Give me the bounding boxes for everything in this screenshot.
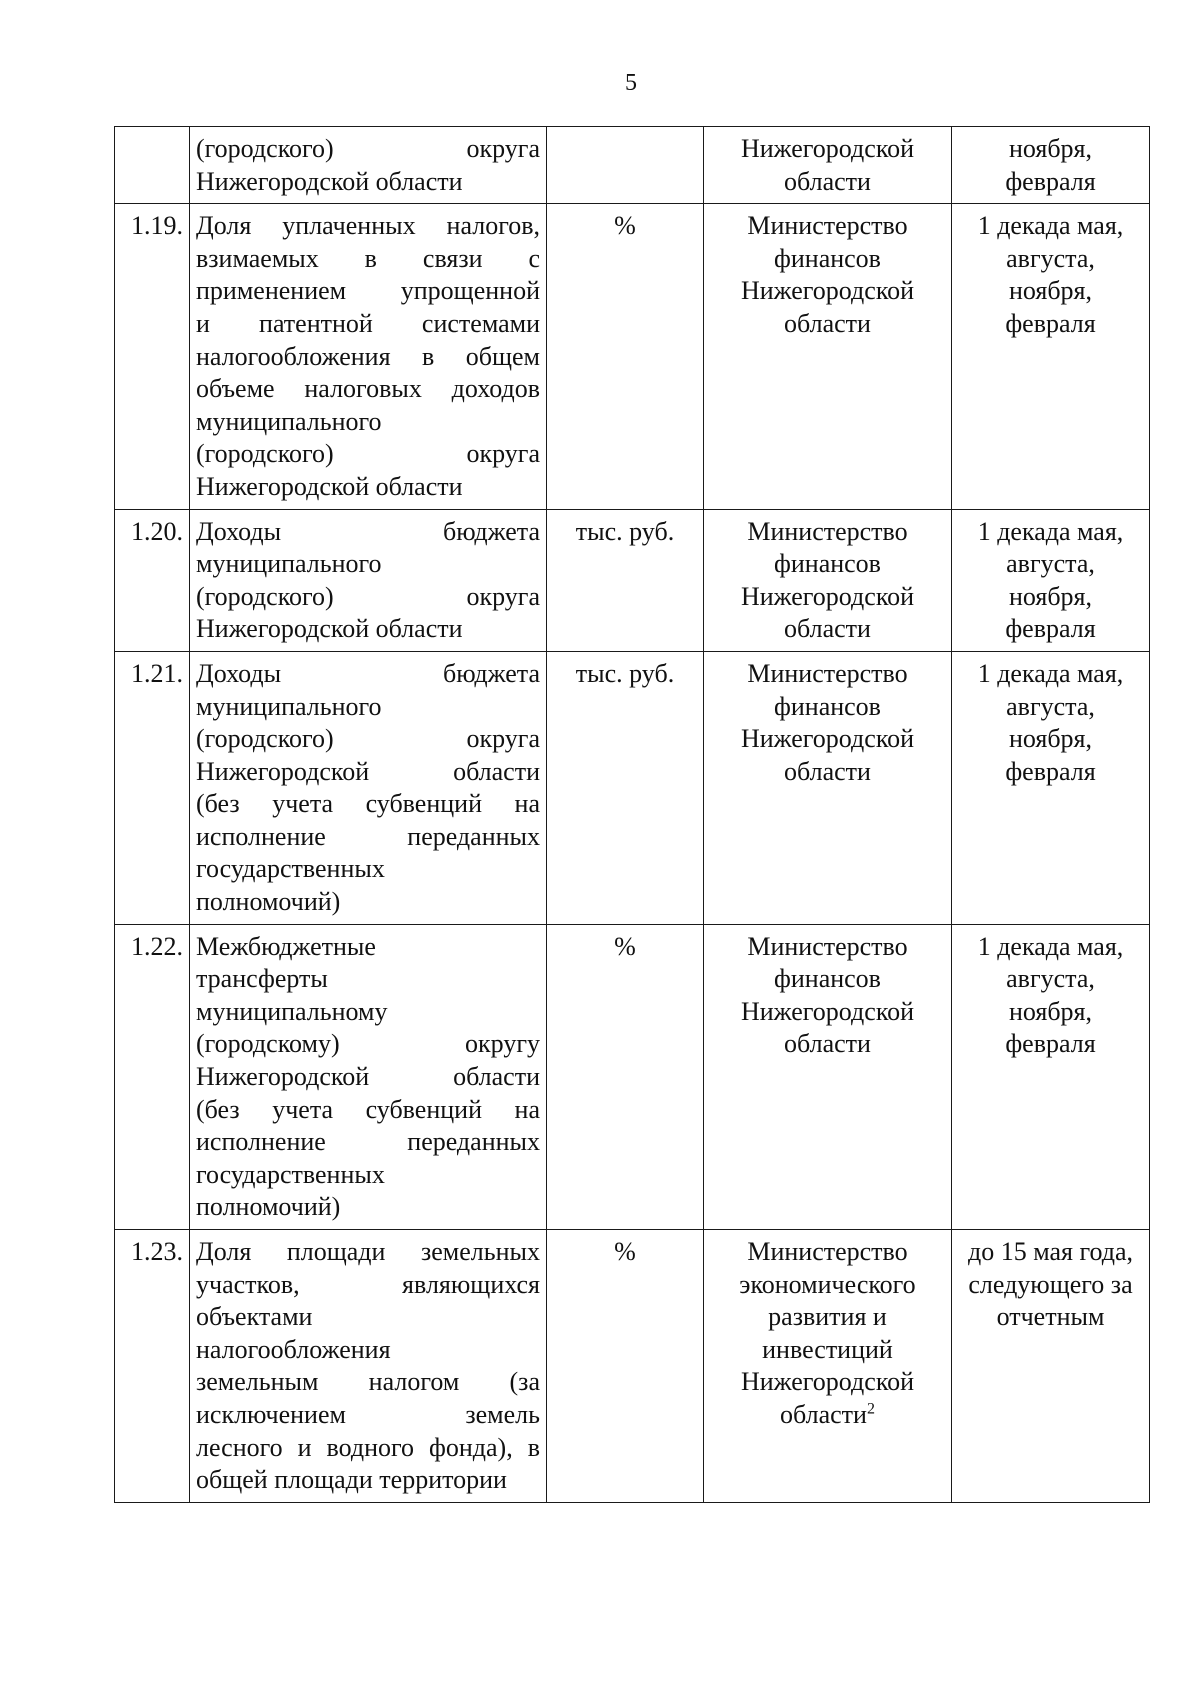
deadline-line: 1 декада мая,: [977, 211, 1124, 241]
deadline-line: 1 декада мая,: [977, 658, 1124, 688]
row-number-cell: [115, 127, 190, 204]
deadline-cell: [952, 1230, 1150, 1503]
source-line: экономического: [739, 1269, 916, 1299]
indicator-name-line: налогообложения: [196, 1334, 391, 1364]
indicator-name-line: лесного и водного фонда), в: [196, 1432, 540, 1462]
indicator-name-line: Доля площади земельных: [196, 1237, 540, 1266]
indicator-name-line: и патентной системами: [196, 308, 540, 338]
table-row: [115, 924, 1150, 1229]
source-line: Министерство: [747, 211, 908, 241]
unit-cell: %: [547, 924, 704, 1229]
source-line: Нижегородской: [740, 724, 915, 754]
source-line: области: [784, 308, 871, 338]
unit-cell: [547, 127, 704, 204]
table-row: [115, 1230, 1150, 1503]
deadline-cell: [952, 127, 1150, 204]
deadline-line: августа,: [1006, 691, 1095, 721]
source-line: финансов: [774, 243, 881, 273]
indicators-table: [114, 126, 1150, 1503]
indicator-name-line: исполнение переданных: [196, 1127, 540, 1157]
indicator-name-line: полномочий): [196, 887, 341, 917]
unit-cell: тыс. руб.: [547, 509, 704, 651]
deadline-line: 1 декада мая,: [977, 931, 1124, 961]
indicator-name-line: трансферты: [196, 964, 328, 994]
source-line: финансов: [774, 549, 881, 579]
indicator-name-line: (без учета субвенций на: [196, 789, 540, 819]
deadline-line: февраля: [1005, 1029, 1096, 1059]
table-row: [115, 127, 1150, 204]
indicator-name-line: (городского) округа: [196, 439, 540, 469]
deadline-line: ноября,: [1008, 276, 1093, 306]
row-number-cell: 1.19.: [115, 204, 190, 509]
source-line: области: [784, 756, 871, 786]
indicator-name-line: объектами: [196, 1302, 313, 1332]
indicator-name-line: взимаемых в связи с: [196, 243, 540, 273]
table-body: [115, 127, 1150, 1503]
indicator-name-line: Нижегородской области: [196, 471, 463, 501]
indicator-name-line: земельным налогом (за: [196, 1367, 540, 1397]
indicator-name-line: Доходы бюджета: [196, 658, 540, 688]
indicator-name-line: участков, являющихся: [196, 1269, 540, 1299]
deadline-line: до 15 мая года,: [967, 1237, 1134, 1266]
source-line: Нижегородской: [740, 134, 915, 163]
source-line: Нижегородской: [740, 276, 915, 306]
deadline-line: ноября,: [1008, 724, 1093, 754]
unit-cell: %: [547, 204, 704, 509]
indicator-name-line: объеме налоговых доходов: [196, 374, 540, 404]
deadline-line: февраля: [1005, 614, 1096, 644]
source-cell: [704, 651, 952, 924]
indicator-name-line: Межбюджетные: [196, 931, 376, 961]
indicator-name-cell: [190, 127, 547, 204]
indicator-name-cell: [190, 1230, 547, 1503]
table-row: [115, 509, 1150, 651]
indicator-name-line: государственных: [196, 854, 385, 884]
deadline-cell: [952, 204, 1150, 509]
source-cell: [704, 204, 952, 509]
source-line: Министерство: [747, 931, 908, 961]
deadline-cell: [952, 509, 1150, 651]
row-number-cell: 1.21.: [115, 651, 190, 924]
indicator-name-line: (без учета субвенций на: [196, 1094, 540, 1124]
source-line: [710, 1399, 945, 1432]
indicator-name-line: (городского) округа: [196, 581, 540, 611]
deadline-cell: [952, 924, 1150, 1229]
indicator-name-cell: [190, 924, 547, 1229]
source-line: финансов: [774, 691, 881, 721]
source-cell: [704, 924, 952, 1229]
indicator-name-line: муниципальному: [196, 996, 388, 1026]
indicator-name-cell: [190, 651, 547, 924]
indicator-name-line: муниципального: [196, 406, 382, 436]
indicator-name-line: муниципального: [196, 691, 382, 721]
table-row: [115, 204, 1150, 509]
indicator-name-line: муниципального: [196, 549, 382, 579]
indicator-name-line: (городского) округа: [196, 134, 540, 163]
indicator-name-line: применением упрощенной: [196, 276, 540, 306]
deadline-line: 1 декада мая,: [977, 516, 1124, 546]
indicator-name-line: исполнение переданных: [196, 821, 540, 851]
row-number-cell: 1.20.: [115, 509, 190, 651]
indicator-name-line: Нижегородской области: [196, 614, 463, 644]
source-cell: [704, 509, 952, 651]
deadline-line: следующего за: [968, 1269, 1133, 1299]
unit-cell: тыс. руб.: [547, 651, 704, 924]
source-line: области: [784, 614, 871, 644]
deadline-line: ноября,: [1008, 134, 1093, 163]
deadline-line: августа,: [1006, 964, 1095, 994]
row-number-cell: 1.22.: [115, 924, 190, 1229]
row-number-cell: 1.23.: [115, 1230, 190, 1503]
source-line: области: [784, 166, 871, 196]
indicator-name-line: Доходы бюджета: [196, 516, 540, 546]
source-line: финансов: [774, 964, 881, 994]
deadline-line: февраля: [1005, 756, 1096, 786]
source-line: Нижегородской: [740, 996, 915, 1026]
indicator-name-line: Нижегородской области: [196, 756, 540, 786]
indicator-name-line: (городскому) округу: [196, 1029, 540, 1059]
source-line: Нижегородской: [740, 1367, 915, 1397]
deadline-line: февраля: [1005, 308, 1096, 338]
deadline-line: февраля: [1005, 166, 1096, 196]
deadline-cell: [952, 651, 1150, 924]
unit-cell: %: [547, 1230, 704, 1503]
source-line-text: области: [780, 1399, 867, 1429]
deadline-line: ноября,: [1008, 996, 1093, 1026]
source-cell: [704, 1230, 952, 1503]
indicator-name-cell: [190, 204, 547, 509]
deadline-line: отчетным: [996, 1302, 1105, 1332]
page-number: 5: [625, 70, 637, 96]
indicator-name-line: исключением земель: [196, 1399, 540, 1429]
source-line: Нижегородской: [740, 581, 915, 611]
indicator-name-line: (городского) округа: [196, 724, 540, 754]
source-line: Министерство: [747, 516, 908, 546]
indicator-name-line: налогообложения в общем: [196, 341, 540, 371]
indicator-name-line: Нижегородской области: [196, 166, 463, 196]
footnote-mark: 2: [866, 1400, 875, 1418]
source-line: развития и: [768, 1302, 887, 1332]
indicator-name-line: Доля уплаченных налогов,: [196, 211, 540, 241]
deadline-line: ноября,: [1008, 581, 1093, 611]
source-cell: [704, 127, 952, 204]
deadline-line: августа,: [1006, 243, 1095, 273]
source-line: области: [784, 1029, 871, 1059]
source-line: Министерство: [747, 658, 908, 688]
source-line: Министерство: [747, 1237, 908, 1266]
indicator-name-cell: [190, 509, 547, 651]
source-line: инвестиций: [762, 1334, 893, 1364]
indicator-name-line: полномочий): [196, 1192, 341, 1222]
indicator-name-line: Нижегородской области: [196, 1062, 540, 1092]
table-row: [115, 651, 1150, 924]
indicator-name-line: общей площади территории: [196, 1465, 507, 1495]
deadline-line: августа,: [1006, 549, 1095, 579]
indicator-name-line: государственных: [196, 1159, 385, 1189]
